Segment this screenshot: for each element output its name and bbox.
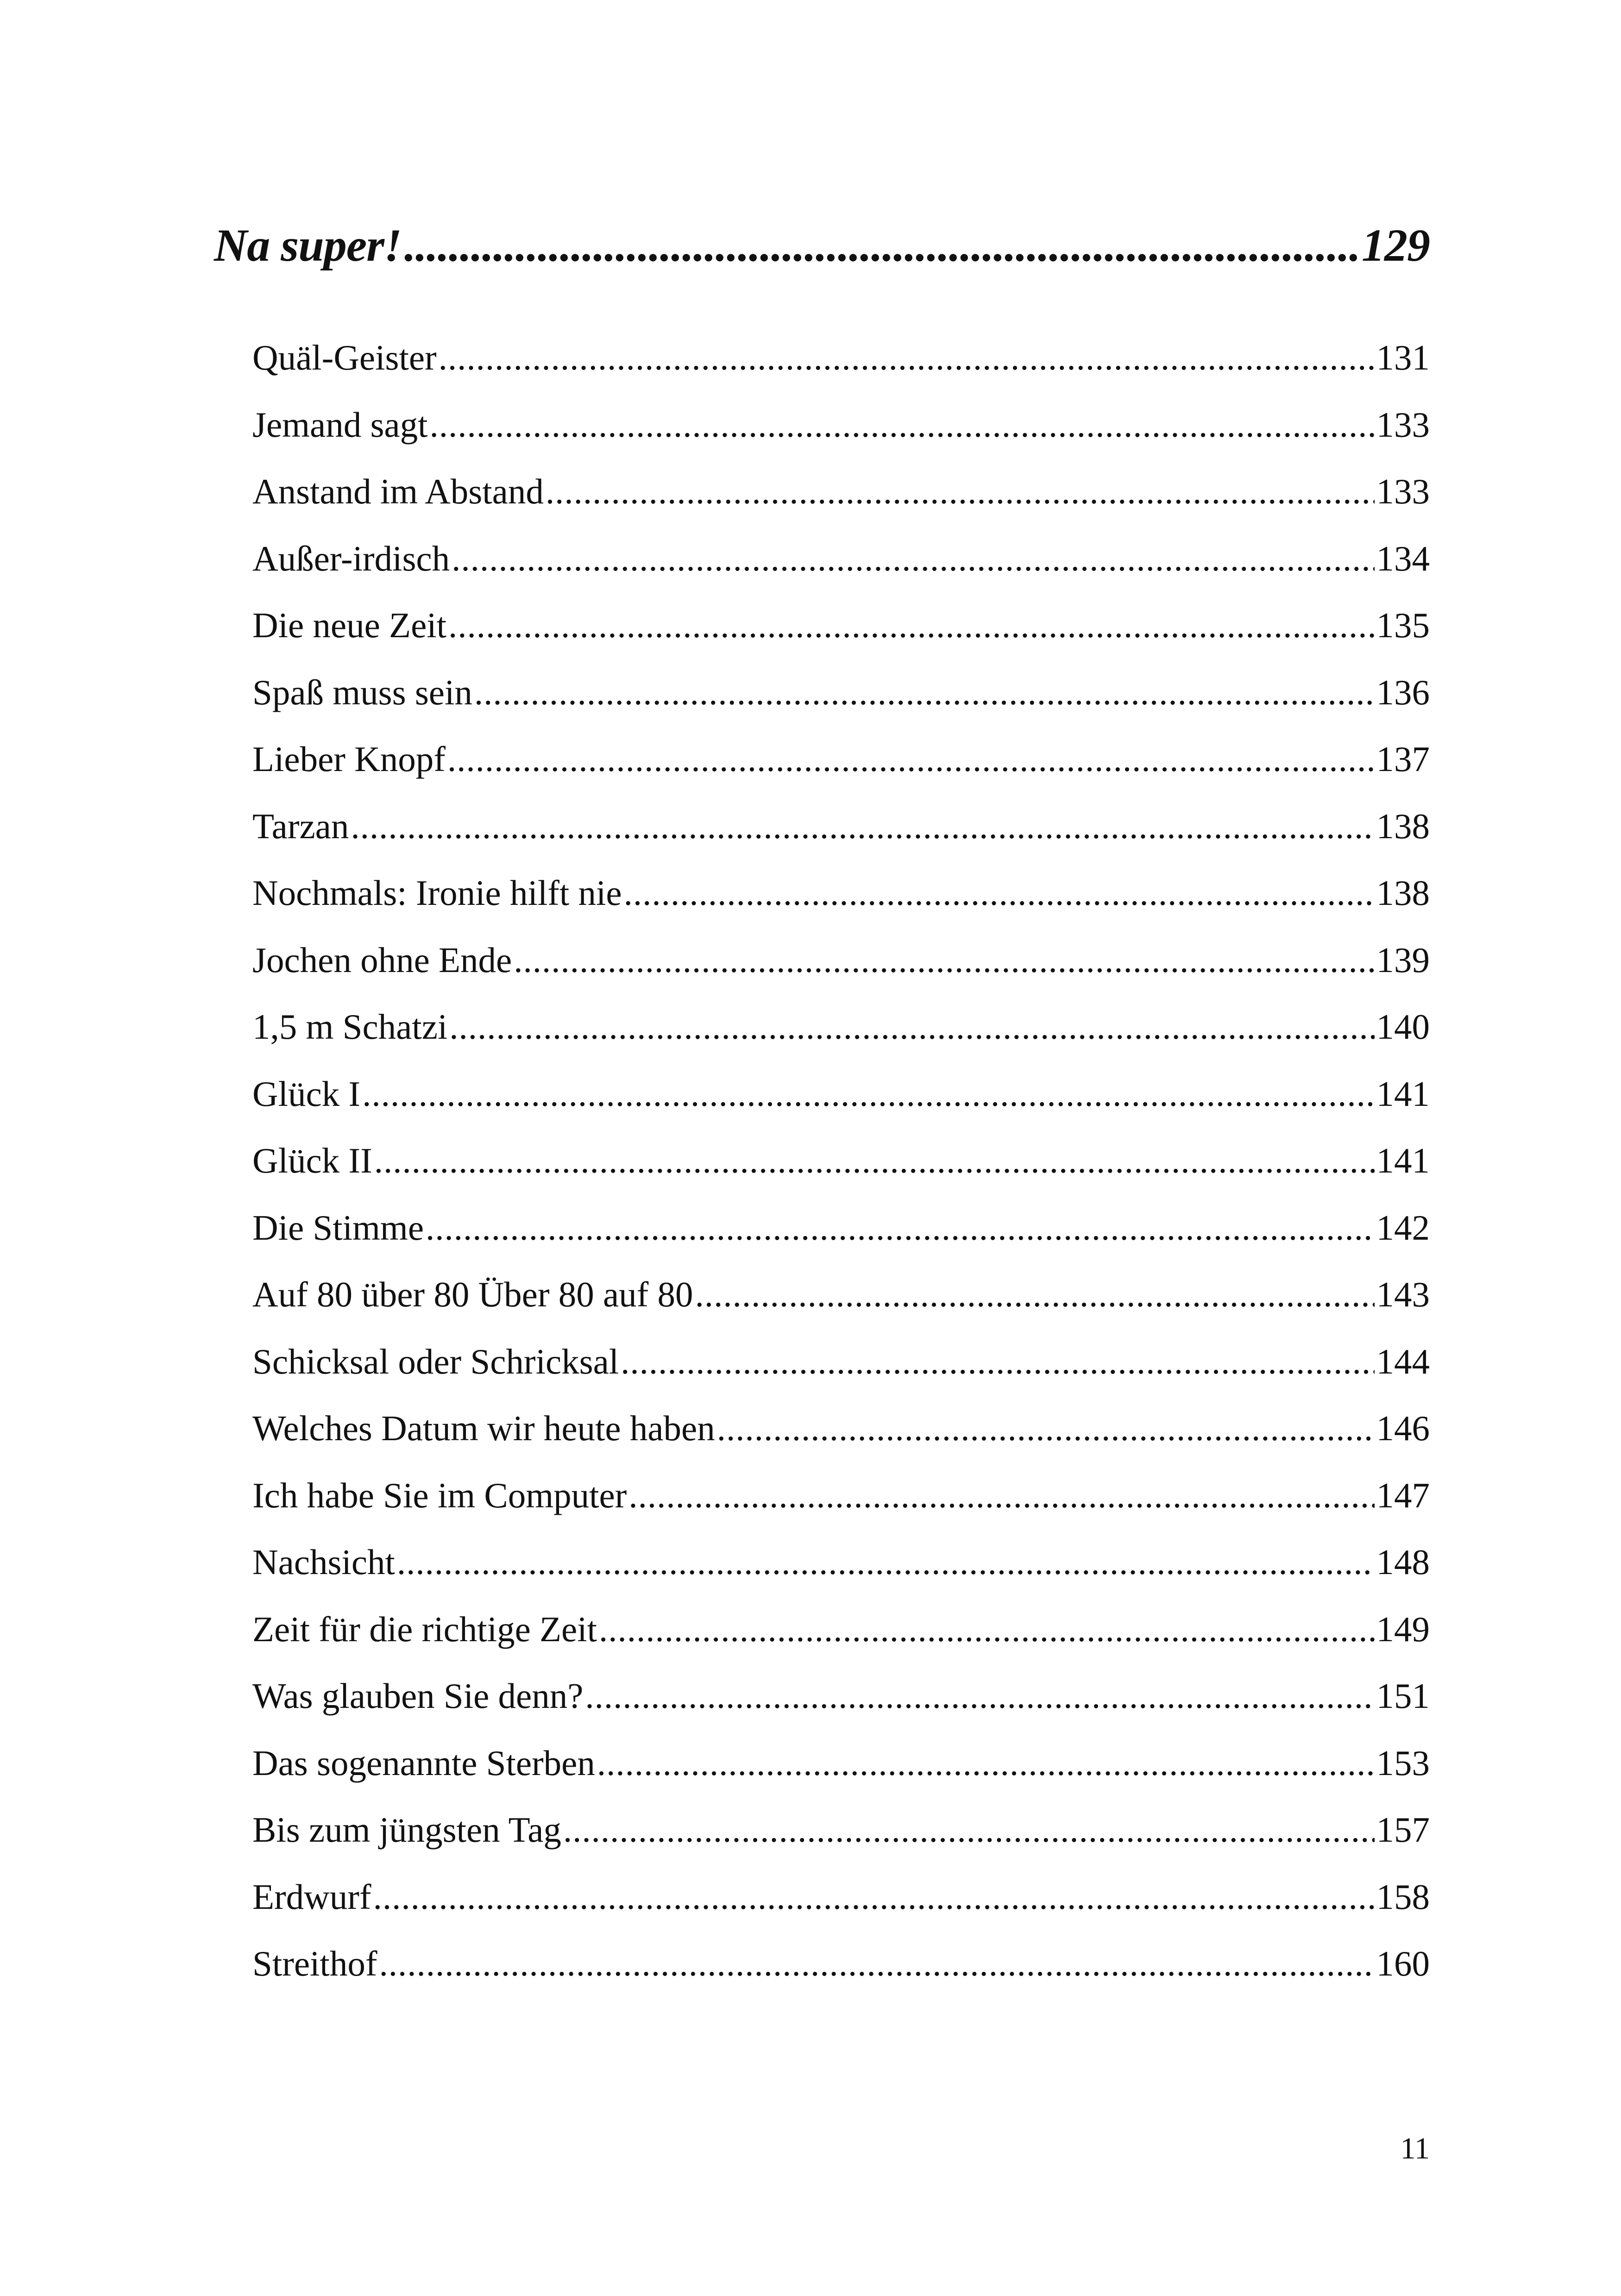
toc-entry xyxy=(252,1261,1430,1328)
dot-leader xyxy=(374,1127,1375,1194)
dot-leader xyxy=(404,211,1359,280)
toc-entry xyxy=(252,726,1430,793)
toc-entry xyxy=(252,1194,1430,1261)
dot-leader xyxy=(474,659,1375,726)
entry-page-number: 137 xyxy=(1376,739,1430,779)
dot-leader xyxy=(426,1194,1375,1261)
toc-entry xyxy=(252,1529,1430,1596)
toc-entry xyxy=(252,793,1430,860)
entry-page-number: 144 xyxy=(1376,1341,1430,1381)
entry-page-number: 149 xyxy=(1376,1609,1430,1649)
entry-page-number: 131 xyxy=(1376,338,1430,377)
toc-chapter-heading xyxy=(214,211,1430,280)
dot-leader xyxy=(397,1529,1375,1596)
toc-entry xyxy=(252,993,1430,1060)
dot-leader xyxy=(362,1060,1374,1128)
entry-page-number: 148 xyxy=(1376,1542,1430,1582)
entry-title: Quäl-Geister xyxy=(252,338,437,377)
chapter-page-number: 129 xyxy=(1362,220,1430,271)
entry-page-number: 138 xyxy=(1376,806,1430,846)
entry-title: Tarzan xyxy=(252,806,349,846)
entry-page-number: 134 xyxy=(1376,538,1430,578)
entry-page-number: 141 xyxy=(1376,1141,1430,1180)
toc-entry xyxy=(252,659,1430,726)
toc-entry xyxy=(252,1462,1430,1529)
toc-entry xyxy=(252,1328,1430,1395)
dot-leader xyxy=(585,1662,1374,1730)
entry-title: Glück I xyxy=(252,1073,361,1114)
dot-leader xyxy=(628,1462,1374,1529)
entry-title: Erdwurf xyxy=(252,1876,371,1917)
dot-leader xyxy=(514,927,1374,994)
entry-title: Glück II xyxy=(252,1141,372,1180)
toc-entry xyxy=(252,525,1430,592)
toc-entry xyxy=(252,458,1430,525)
entry-title: Ich habe Sie im Computer xyxy=(252,1475,627,1515)
entry-title: Die neue Zeit xyxy=(252,605,447,645)
entry-title: Zeit für die richtige Zeit xyxy=(252,1609,597,1649)
entry-title: Lieber Knopf xyxy=(252,739,446,779)
dot-leader xyxy=(351,793,1374,860)
entry-title: Schicksal oder Schricksal xyxy=(252,1341,619,1381)
entry-title: 1,5 m Schatzi xyxy=(252,1007,448,1047)
entry-title: Jemand sagt xyxy=(252,404,428,445)
chapter-title: Na super! xyxy=(214,220,402,271)
toc-entry xyxy=(252,391,1430,458)
entry-page-number: 147 xyxy=(1376,1475,1430,1515)
dot-leader xyxy=(563,1796,1375,1863)
dot-leader xyxy=(624,859,1375,927)
entry-page-number: 141 xyxy=(1376,1073,1430,1114)
entry-page-number: 133 xyxy=(1376,471,1430,511)
toc-entry xyxy=(252,927,1430,994)
entry-page-number: 153 xyxy=(1376,1743,1430,1783)
entry-title: Welches Datum wir heute haben xyxy=(252,1408,715,1448)
toc-entry xyxy=(252,1730,1430,1797)
entry-page-number: 138 xyxy=(1376,873,1430,913)
dot-leader xyxy=(439,324,1375,391)
dot-leader xyxy=(695,1261,1375,1328)
dot-leader xyxy=(430,391,1375,458)
page-number: 11 xyxy=(1400,2132,1430,2165)
toc-entry xyxy=(252,859,1430,927)
entry-page-number: 139 xyxy=(1376,940,1430,980)
toc-entry xyxy=(252,592,1430,659)
dot-leader xyxy=(449,993,1374,1060)
toc-entry xyxy=(252,1930,1430,1997)
entry-title: Jochen ohne Ende xyxy=(252,940,512,980)
entry-page-number: 158 xyxy=(1376,1876,1430,1917)
dot-leader xyxy=(597,1730,1375,1797)
entry-title: Streithof xyxy=(252,1944,377,1983)
entry-page-number: 143 xyxy=(1376,1274,1430,1314)
entry-page-number: 136 xyxy=(1376,672,1430,712)
dot-leader xyxy=(546,458,1375,525)
entry-page-number: 146 xyxy=(1376,1408,1430,1448)
entry-title: Außer-irdisch xyxy=(252,538,450,578)
entry-page-number: 140 xyxy=(1376,1007,1430,1047)
dot-leader xyxy=(373,1863,1375,1931)
dot-leader xyxy=(452,525,1374,592)
toc-entry xyxy=(252,1596,1430,1663)
entry-title: Die Stimme xyxy=(252,1207,424,1248)
entry-title: Nochmals: Ironie hilft nie xyxy=(252,873,622,913)
entry-page-number: 160 xyxy=(1376,1944,1430,1983)
dot-leader xyxy=(448,592,1374,659)
entry-title: Bis zum jüngsten Tag xyxy=(252,1810,561,1850)
toc-entry xyxy=(252,1395,1430,1462)
entry-title: Anstand im Abstand xyxy=(252,471,544,511)
entry-page-number: 157 xyxy=(1376,1810,1430,1850)
entry-title: Auf 80 über 80 Über 80 auf 80 xyxy=(252,1274,693,1314)
entry-page-number: 151 xyxy=(1376,1676,1430,1716)
dot-leader xyxy=(447,726,1375,793)
entry-title: Spaß muss sein xyxy=(252,672,472,712)
dot-leader xyxy=(599,1596,1374,1663)
entry-title: Das sogenannte Sterben xyxy=(252,1743,595,1783)
toc-entry xyxy=(252,1796,1430,1863)
dot-leader xyxy=(379,1930,1374,1997)
toc-entry xyxy=(252,1863,1430,1931)
dot-leader xyxy=(621,1328,1374,1395)
entry-title: Was glauben Sie denn? xyxy=(252,1676,584,1716)
entry-title: Nachsicht xyxy=(252,1542,395,1582)
entry-page-number: 142 xyxy=(1376,1207,1430,1248)
toc-entry-list xyxy=(252,324,1430,1997)
toc-entry xyxy=(252,324,1430,391)
toc-entry xyxy=(252,1060,1430,1128)
dot-leader xyxy=(717,1395,1375,1462)
entry-page-number: 133 xyxy=(1376,404,1430,445)
entry-page-number: 135 xyxy=(1376,605,1430,645)
toc-entry xyxy=(252,1662,1430,1730)
toc-entry xyxy=(252,1127,1430,1194)
